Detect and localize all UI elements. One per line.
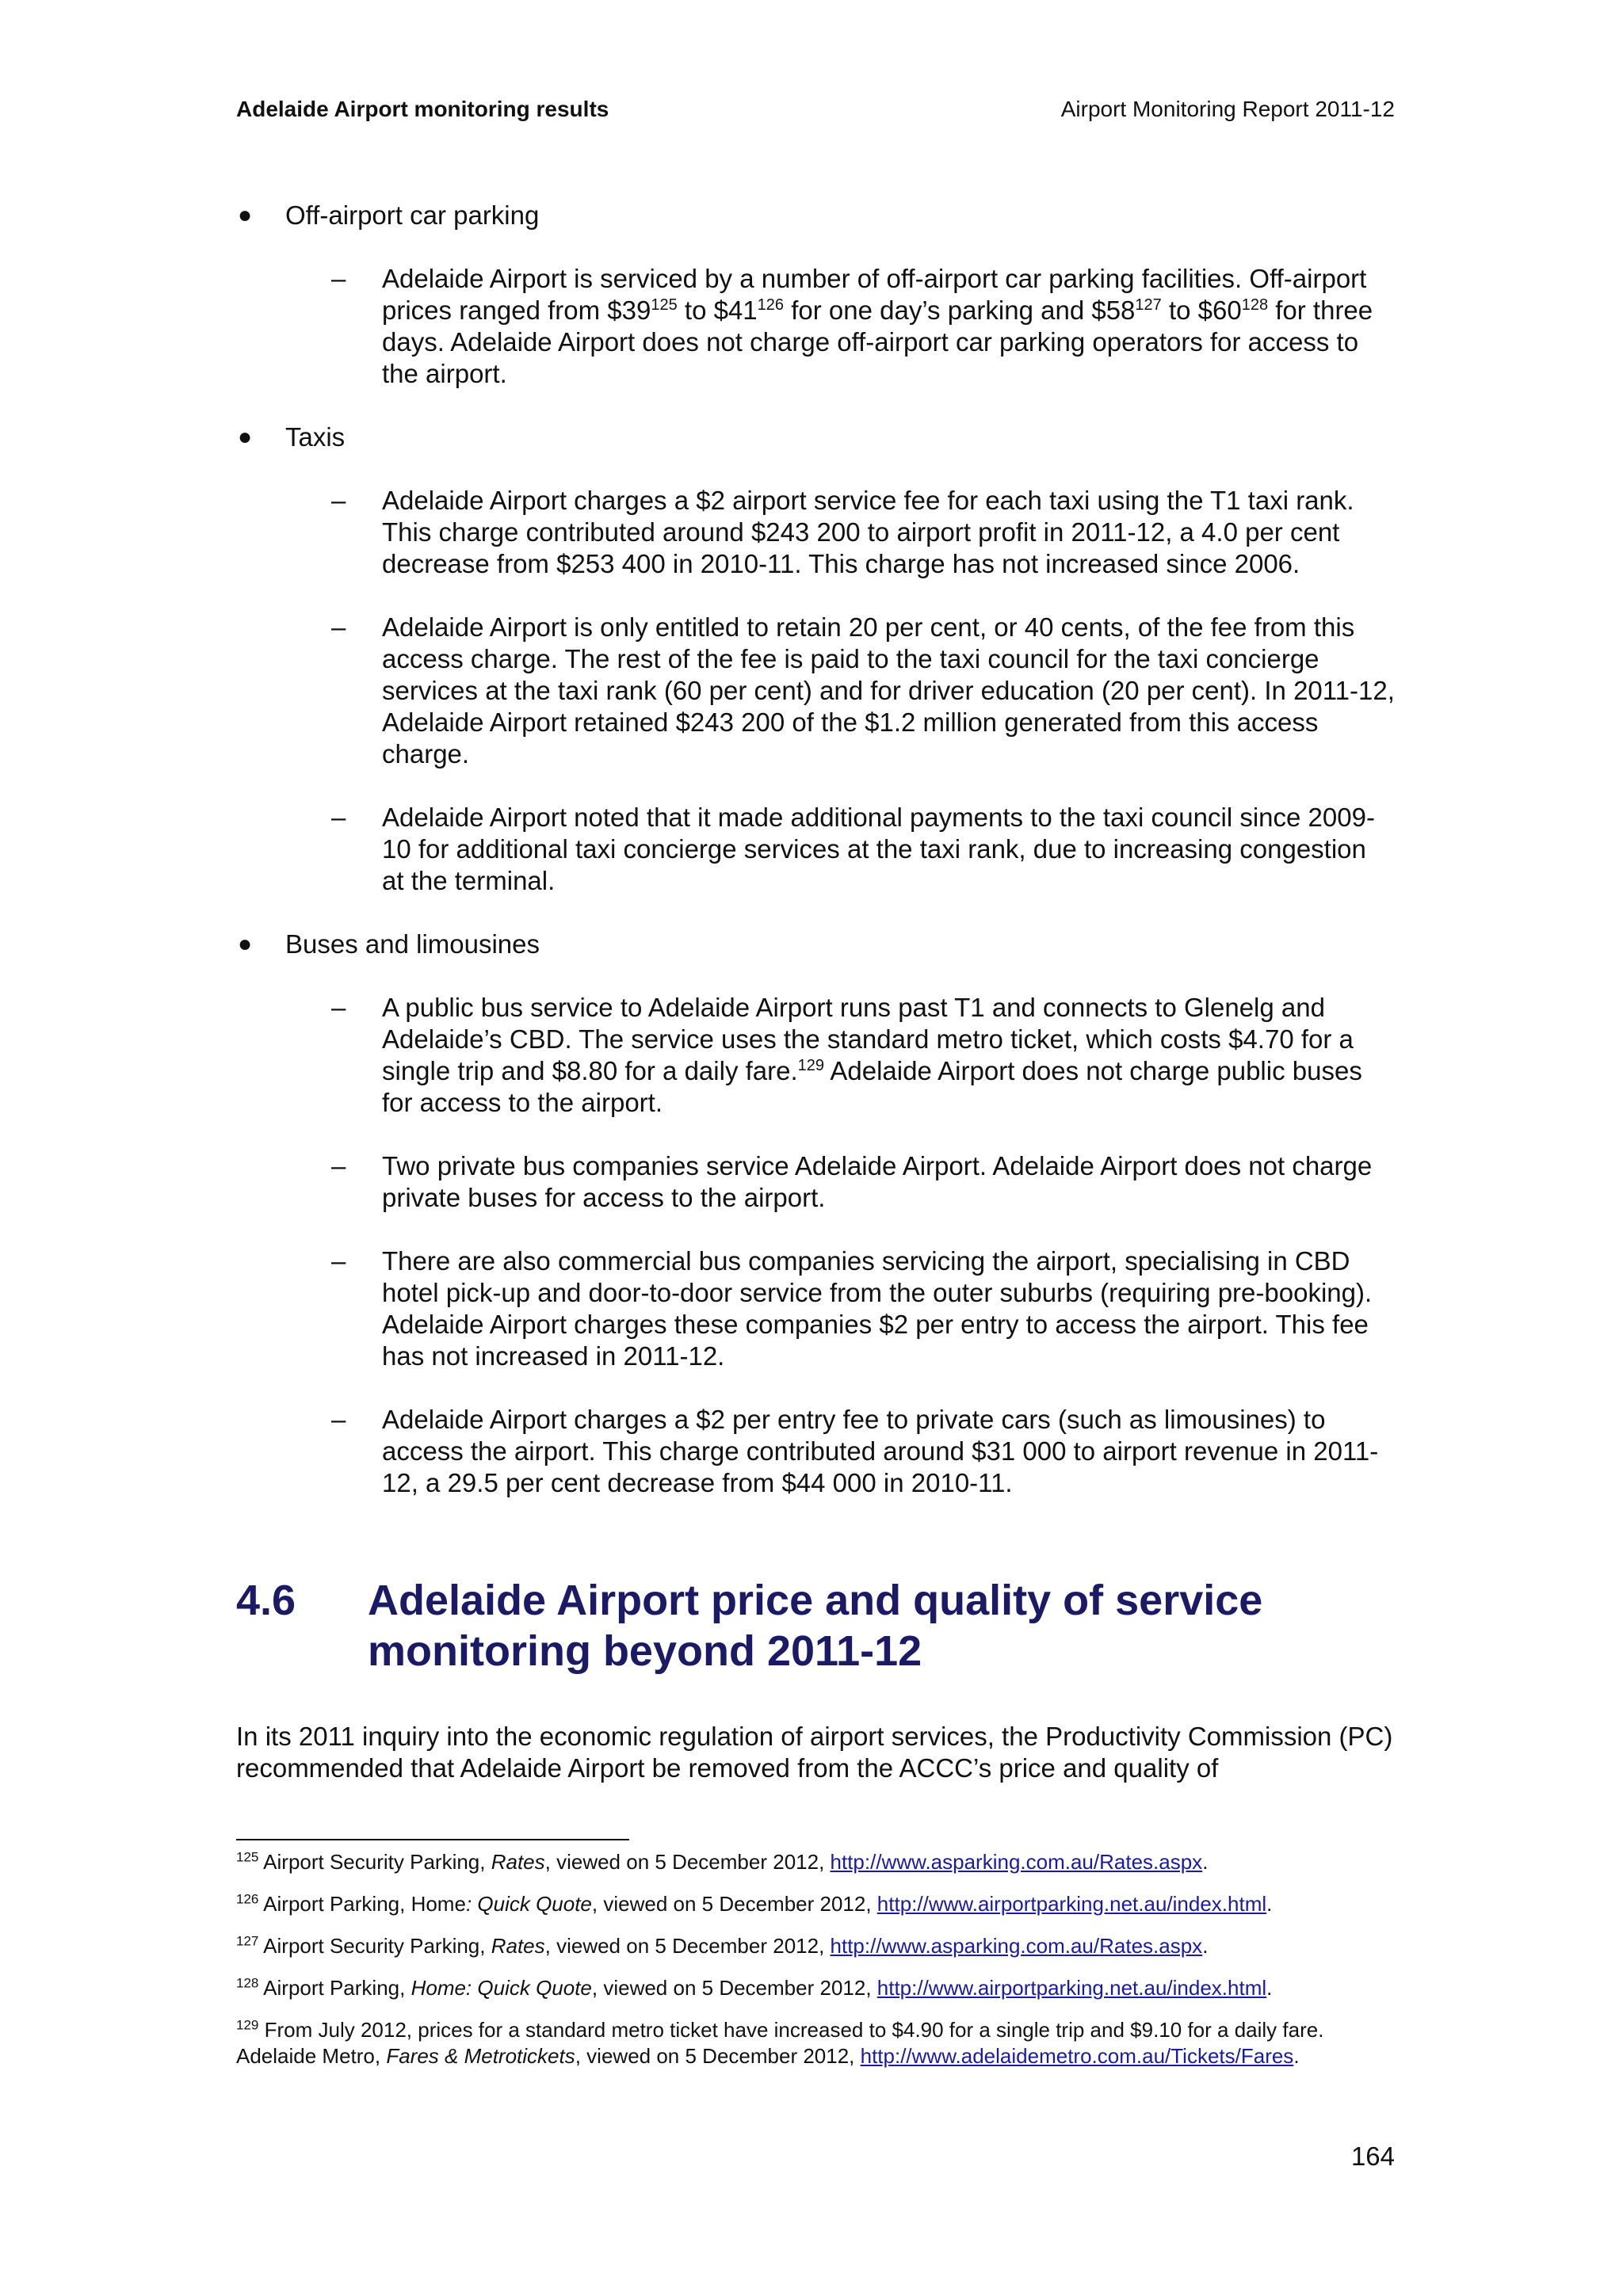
dash-marker: – — [331, 1246, 346, 1276]
bullet-buses — [236, 929, 1395, 960]
footnote-link[interactable]: http://www.adelaidemetro.com.au/Tickets/Fares — [860, 2044, 1294, 2068]
page-body — [236, 200, 1395, 1784]
dash-marker: – — [331, 486, 346, 515]
bus-items — [236, 992, 1395, 1499]
sub-item: – Adelaide Airport is serviced by a number of off-airport car parking facilities. Off-airport prices ranged from $\$39^{125}$ to $\$41^{126}$ for one day’s parking and $\$58^{127}$ to $\$60^{128}$ for three days. Adelaide Airport does not charge off-airport car parking operators for access to the airport. — [331, 264, 1373, 388]
footnote-ref[interactable]: 126 — [757, 296, 785, 314]
sub-item: – Adelaide Airport noted that it made additional payments to the taxi council since 2009-10 for additional taxi concierge services at the taxi rank, due to increasing congestion at the terminal. — [331, 803, 1375, 895]
body-paragraph: In its 2011 inquiry into the economic regulation of airport services, the Productivity Commission (PC) recommended that Adelaide Airport be removed from the ACCC’s price and quality of — [236, 1722, 1393, 1783]
page-number: 164 — [1350, 2142, 1395, 2171]
running-header-right: Airport Monitoring Report 2011-12 — [1060, 97, 1395, 121]
sub-item: – A public bus service to Adelaide Airport runs past T1 and connects to Glenelg and Adelaide’s CBD. The service uses the standard metro ticket, which costs $4.70 for a single trip and $8.80 for a daily fare.$^{129}$ Adelaide Airport does not charge public buses for access to the airport. — [331, 993, 1362, 1117]
sub-item: – There are also commercial bus companies servicing the airport, specialising in CBD hotel pick-up and door-to-door service from the outer suburbs (requiring pre-booking). Adelaide Airport charges these companies $2 per entry to access the airport. This fee has not increased in 2011-12. — [331, 1246, 1373, 1371]
footnote: $^{128}$ Airport Parking, Home: Quick Quote, viewed on 5 December 2012, http://www.airportparking.net.au/index.html. — [236, 1975, 1273, 2000]
sub-item: – Two private bus companies service Adelaide Airport. Adelaide Airport does not charge private buses for access to the airport. — [331, 1151, 1373, 1212]
footnote: $^{125}$ Airport Security Parking, Rates, viewed on 5 December 2012, http://www.asparking.com.au/Rates.aspx. — [236, 1849, 1209, 1874]
sub-item: – Adelaide Airport charges a $2 airport service fee for each taxi using the T1 taxi rank. This charge contributed around $243 200 to airport profit in 2011-12, a 4.0 per cent decrease from $253 400 in 2010-11. This charge has not increased since 2006. — [331, 486, 1354, 578]
dash-marker: – — [331, 803, 346, 832]
footnote: $^{126}$ Airport Parking, Home: Quick Quote, viewed on 5 December 2012, http://www.airportparking.net.au/index.html. — [236, 1891, 1273, 1916]
bullet-title: Taxis — [285, 422, 346, 452]
bullet-dot: ● — [238, 931, 253, 957]
footnote-ref[interactable]: 129 — [797, 1057, 825, 1074]
dash-marker: – — [331, 1405, 346, 1434]
footnote-link[interactable]: http://www.asparking.com.au/Rates.aspx — [830, 1850, 1203, 1874]
section-number: 4.6 — [236, 1577, 296, 1624]
footnote-separator — [236, 1839, 629, 1840]
footnote-ref[interactable]: 125 — [651, 296, 678, 314]
running-header-left: Adelaide Airport monitoring results — [236, 97, 609, 121]
bullet-dot: ● — [238, 424, 253, 450]
footnote: $^{127}$ Airport Security Parking, Rates, viewed on 5 December 2012, http://www.asparking.com.au/Rates.aspx. — [236, 1933, 1209, 1958]
dash-marker: – — [331, 612, 346, 642]
footnotes — [236, 1849, 1401, 2085]
footnote: $^{129}$ From July 2012, prices for a standard metro ticket have increased to $4.90 for a single trip and $9.10 for a daily fare. Adelaide Metro, Fares & Metrotickets, viewed on 5 December 2012, http://www.adelaidemetro.com.au/Tickets/Fares. — [236, 2017, 1324, 2068]
car-parking-items — [236, 263, 1395, 390]
footnote-link[interactable]: http://www.asparking.com.au/Rates.aspx — [830, 1934, 1203, 1958]
taxi-items — [236, 485, 1395, 897]
bullet-title: Buses and limousines — [285, 929, 540, 959]
dash-marker: – — [331, 264, 346, 293]
bullet-dot: ● — [238, 202, 253, 228]
section-heading — [236, 1575, 1395, 1676]
footnote-link[interactable]: http://www.airportparking.net.au/index.html — [876, 1892, 1267, 1916]
footnote-ref[interactable]: 127 — [1135, 296, 1162, 314]
dash-marker: – — [331, 1151, 346, 1180]
bullet-title: Off-airport car parking — [285, 200, 540, 230]
bullet-car-parking — [236, 200, 1395, 231]
section-title: Adelaide Airport price and quality of service monitoring beyond 2011-12 — [368, 1577, 1263, 1675]
footnote-ref[interactable]: 128 — [1241, 296, 1269, 314]
footnote-link[interactable]: http://www.airportparking.net.au/index.html — [876, 1976, 1267, 2000]
sub-item: – Adelaide Airport is only entitled to retain 20 per cent, or 40 cents, of the fee from this access charge. The rest of the fee is paid to the taxi council for the taxi concierge services at the taxi rank (60 per cent) and for driver education (20 per cent). In 2011-12, Adelaide Airport retained $243 200 of the $1.2 million generated from this access charge. — [331, 612, 1395, 769]
dash-marker: – — [331, 993, 346, 1022]
bullet-taxis — [236, 421, 1395, 453]
sub-item: – Adelaide Airport charges a $2 per entry fee to private cars (such as limousines) to access the airport. This charge contributed around $31 000 to airport revenue in 2011-12, a 29.5 per cent decrease from $44 000 in 2010-11. — [331, 1405, 1379, 1497]
